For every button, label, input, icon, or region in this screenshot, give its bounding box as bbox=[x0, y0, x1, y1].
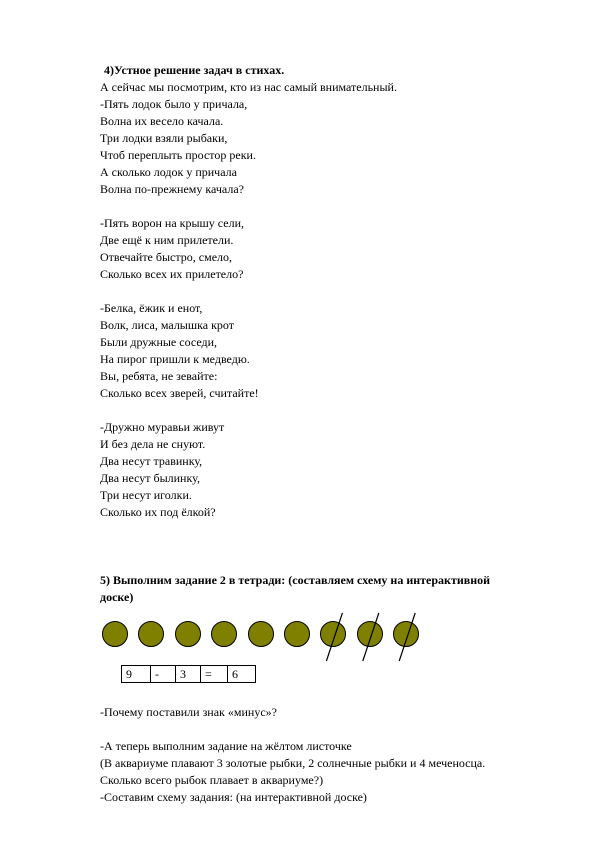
poem-line: Волк, лиса, малышка крот bbox=[100, 318, 234, 332]
poem-line: На пирог пришли к медведю. bbox=[100, 352, 250, 366]
poem-line: Сколько их под ёлкой? bbox=[100, 505, 216, 519]
poem-line: Чтоб переплыть простор реки. bbox=[100, 148, 256, 162]
poem-line: Были дружные соседи, bbox=[100, 335, 218, 349]
equation-cell-subtrahend: 3 bbox=[176, 666, 201, 682]
poem-line: Два несут былинку, bbox=[100, 471, 200, 485]
counting-circle bbox=[393, 621, 419, 647]
section-4-heading: 4)Устное решение задач в стихах. bbox=[104, 63, 285, 77]
counting-circle bbox=[175, 621, 201, 647]
counting-circle bbox=[284, 621, 310, 647]
equation-cell-minus-sign: - bbox=[151, 666, 176, 682]
poem-line: Три несут иголки. bbox=[100, 488, 192, 502]
poem-line: Отвечайте быстро, смело, bbox=[100, 250, 233, 264]
equation-underline bbox=[121, 682, 256, 683]
task-line: -Составим схему задания: (на интерактивной доске) bbox=[100, 790, 367, 804]
poem-line: Три лодки взяли рыбаки, bbox=[100, 131, 228, 145]
task-line: Сколько всего рыбок плавает в аквариуме?) bbox=[100, 773, 324, 787]
counting-circle bbox=[138, 621, 164, 647]
equation-cell-result: 6 bbox=[232, 667, 238, 681]
poem-line: А сколько лодок у причала bbox=[100, 165, 237, 179]
poem-line: Вы, ребята, не зевайте: bbox=[100, 369, 218, 383]
section-5-heading-line1: 5) Выполним задание 2 в тетради: (составляем схему на интерактивной bbox=[100, 573, 491, 587]
poem-line: И без дела не снуют. bbox=[100, 437, 206, 451]
intro-text: А сейчас мы посмотрим, кто из нас самый внимательный. bbox=[100, 80, 397, 94]
poem-line: Два несут травинку, bbox=[100, 454, 203, 468]
question-text: -Почему поставили знак «минус»? bbox=[100, 705, 277, 719]
task-line: -А теперь выполним задание на жёлтом листочке bbox=[100, 739, 352, 753]
equation-cell-minuend: 9 bbox=[122, 666, 151, 682]
counting-circle bbox=[211, 621, 237, 647]
counting-circle bbox=[102, 621, 128, 647]
equation-cell-equals-sign: = bbox=[201, 666, 228, 682]
task-line: (В аквариуме плавают 3 золотые рыбки, 2 солнечные рыбки и 4 меченосца. bbox=[100, 756, 486, 770]
poem-line: Две ещё к ним прилетели. bbox=[100, 233, 234, 247]
poem-line: -Белка, ёжик и енот, bbox=[100, 301, 203, 315]
poem-line: Волна по-прежнему качала? bbox=[100, 182, 244, 196]
poem-line: -Дружно муравьи живут bbox=[100, 420, 225, 434]
poem-line: -Пять лодок было у причала, bbox=[100, 97, 248, 111]
poem-line: -Пять ворон на крышу сели, bbox=[100, 216, 244, 230]
counting-circle bbox=[248, 621, 274, 647]
poem-line: Сколько всех их прилетело? bbox=[100, 267, 244, 281]
poem-line: Сколько всех зверей, считайте! bbox=[100, 386, 259, 400]
counting-circles bbox=[102, 621, 420, 669]
poem-line: Волна их весело качала. bbox=[100, 114, 224, 128]
counting-circle bbox=[357, 621, 383, 647]
counting-circle bbox=[320, 621, 346, 647]
section-5-heading-line2: доске) bbox=[100, 590, 134, 604]
equation-table bbox=[121, 665, 256, 683]
